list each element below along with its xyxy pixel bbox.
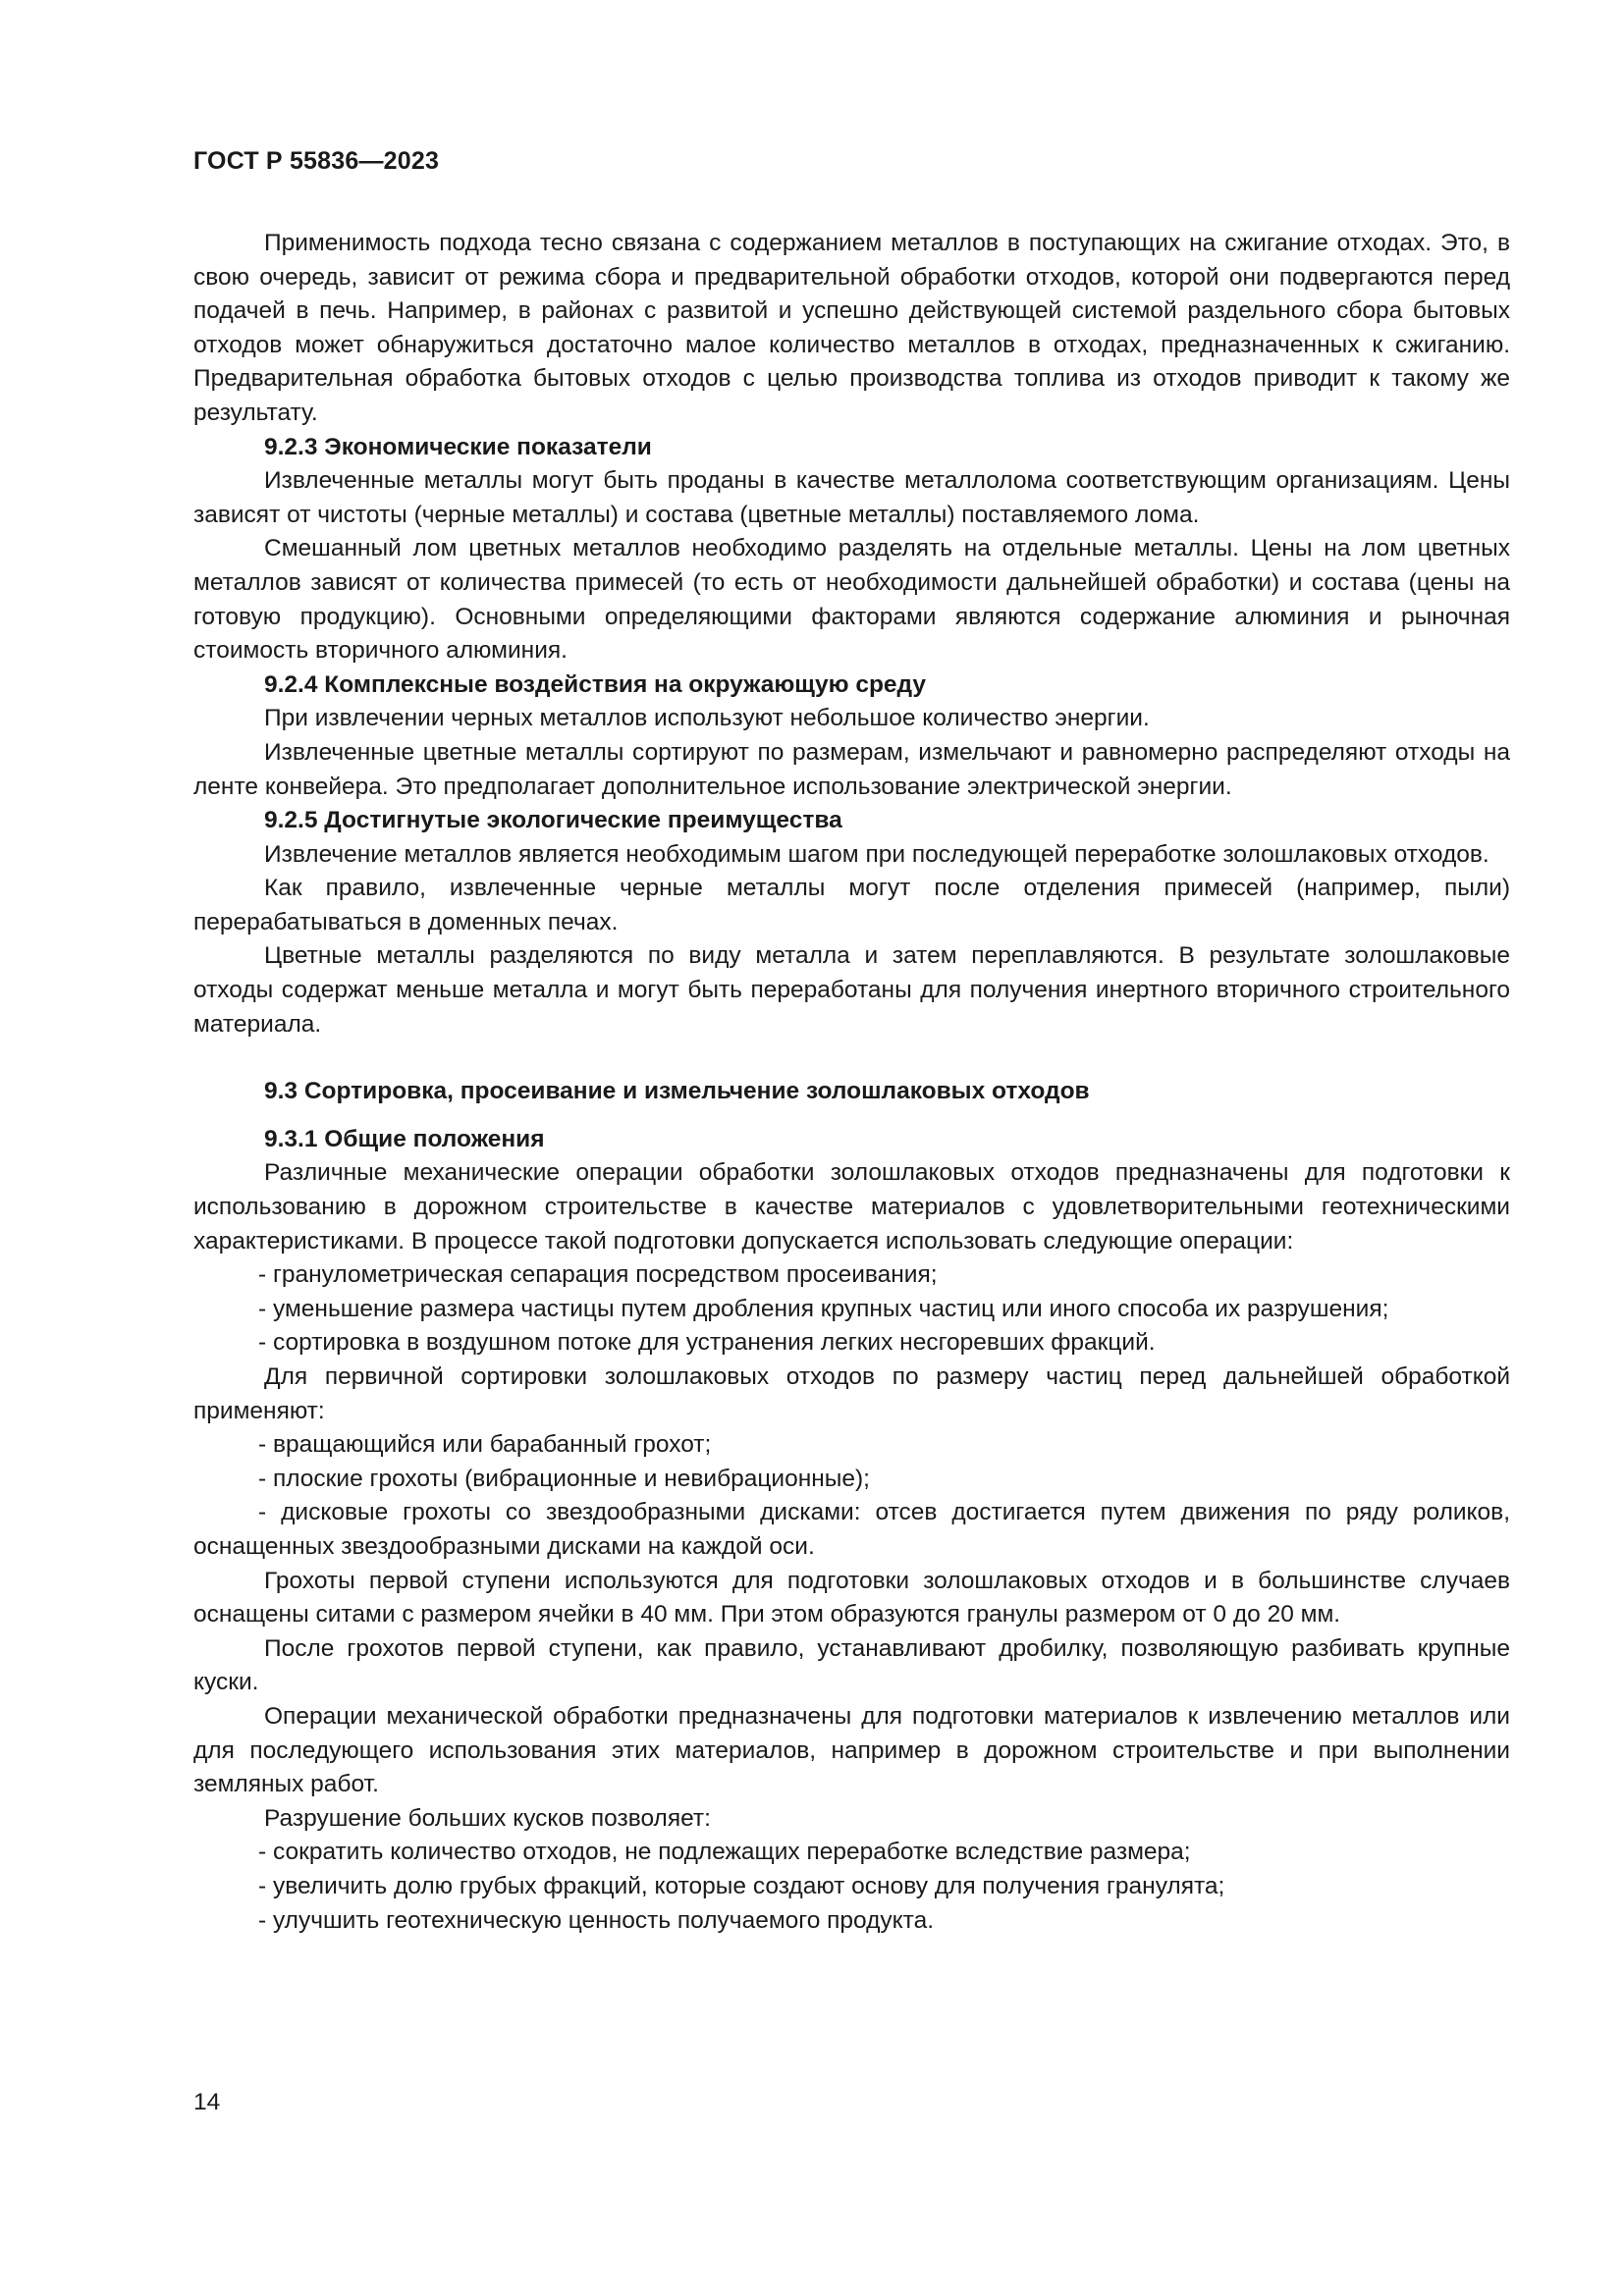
list-item: - гранулометрическая сепарация посредством просеивания;	[258, 1261, 938, 1289]
list-item: - плоские грохоты (вибрационные и невибрационные);	[258, 1465, 870, 1492]
list-item: - увеличить долю грубых фракций, которые создают основу для получения гранулята;	[258, 1872, 1225, 1899]
list-item: - улучшить геотехническую ценность получаемого продукта.	[258, 1906, 935, 1934]
section-heading: 9.2.4 Комплексные воздействия на окружающую среду	[264, 670, 927, 698]
paragraph: Разрушение больших кусков позволяет:	[264, 1804, 711, 1832]
paragraph: Операции механической обработки предназначены для подготовки материалов к извлечению металлов или для последующего использования этих материалов, например в дорожном строительстве и при выполнении земляных работ.	[193, 1702, 1510, 1798]
section-heading: 9.3.1 Общие положения	[264, 1125, 545, 1152]
paragraph: Цветные металлы разделяются по виду металла и затем переплавляются. В результате золошлаковые отходы содержат меньше металла и могут быть переработаны для получения инертного вторичного строительного материала.	[193, 942, 1510, 1038]
paragraph: Грохоты первой ступени используются для подготовки золошлаковых отходов и в большинстве случаев оснащены ситами с размером ячейки в 40 мм. При этом образуются гранулы размером от 0 до 20 мм.	[193, 1567, 1510, 1629]
paragraph: Как правило, извлеченные черные металлы могут после отделения примесей (например, пыли) перерабатываться в доменных печах.	[193, 875, 1510, 935]
list-item: - уменьшение размера частицы путем дробления крупных частиц или иного способа их разрушения;	[258, 1295, 1389, 1322]
paragraph: Различные механические операции обработки золошлаковых отходов предназначены для подготовки к использованию в дорожном строительстве в качестве материалов с удовлетворительными геотехническими характеристиками. В процессе такой подготовки допускается использовать следующие операции:	[193, 1159, 1510, 1255]
section-heading: 9.3 Сортировка, просеивание и измельчение золошлаковых отходов	[264, 1078, 1090, 1105]
paragraph: Извлеченные металлы могут быть проданы в качестве металлолома соответствующим организациям. Цены зависят от чистоты (черные металлы) и состава (цветные металлы) поставляемого лома.	[193, 467, 1510, 528]
paragraph: Смешанный лом цветных металлов необходимо разделять на отдельные металлы. Цены на лом цветных металлов зависят от количества примесей (то есть от необходимости дальнейшей обработки) и состава (цены на готовую продукцию). Основными определяющими факторами являются содержание алюминия и рыночная стоимость вторичного алюминия.	[193, 535, 1510, 665]
paragraph: При извлечении черных металлов используют небольшое количество энергии.	[264, 705, 1150, 732]
section-heading: 9.2.3 Экономические показатели	[264, 433, 652, 460]
list-item: - сократить количество отходов, не подлежащих переработке вследствие размера;	[258, 1839, 1191, 1866]
paragraph: Извлечение металлов является необходимым шагом при последующей переработке золошлаковых отходов.	[264, 840, 1489, 868]
page-number: 14	[193, 2089, 221, 2115]
document-title: ГОСТ Р 55836—2023	[193, 147, 440, 175]
section-heading: 9.2.5 Достигнутые экологические преимущества	[264, 807, 842, 834]
document-body	[193, 227, 1510, 1938]
list-item: - вращающийся или барабанный грохот;	[258, 1431, 712, 1459]
paragraph: После грохотов первой ступени, как правило, устанавливают дробилку, позволяющую разбивать крупные куски.	[193, 1634, 1510, 1696]
list-item: - сортировка в воздушном потоке для устранения легких несгоревших фракций.	[258, 1329, 1156, 1357]
list-item: - дисковые грохоты со звездообразными дисками: отсев достигается путем движения по ряду роликов, оснащенных звездообразными дисками на каждой оси.	[193, 1499, 1510, 1560]
paragraph: Для первичной сортировки золошлаковых отходов по размеру частиц перед дальнейшей обработкой применяют:	[193, 1363, 1510, 1424]
paragraph: Применимость подхода тесно связана с содержанием металлов в поступающих на сжигание отходах. Это, в свою очередь, зависит от режима сбора и предварительной обработки отходов, которой они подвергаются перед подачей в печь. Например, в районах с развитой и успешно действующей системой раздельного сбора бытовых отходов может обнаружиться достаточно малое количество металлов в отходах, предназначенных к сжиганию. Предварительная обработка бытовых отходов с целью производства топлива из отходов приводит к такому же результату.	[193, 230, 1510, 426]
paragraph: Извлеченные цветные металлы сортируют по размерам, измельчают и равномерно распределяют отходы на ленте конвейера. Это предполагает дополнительное использование электрической энергии.	[193, 738, 1510, 800]
